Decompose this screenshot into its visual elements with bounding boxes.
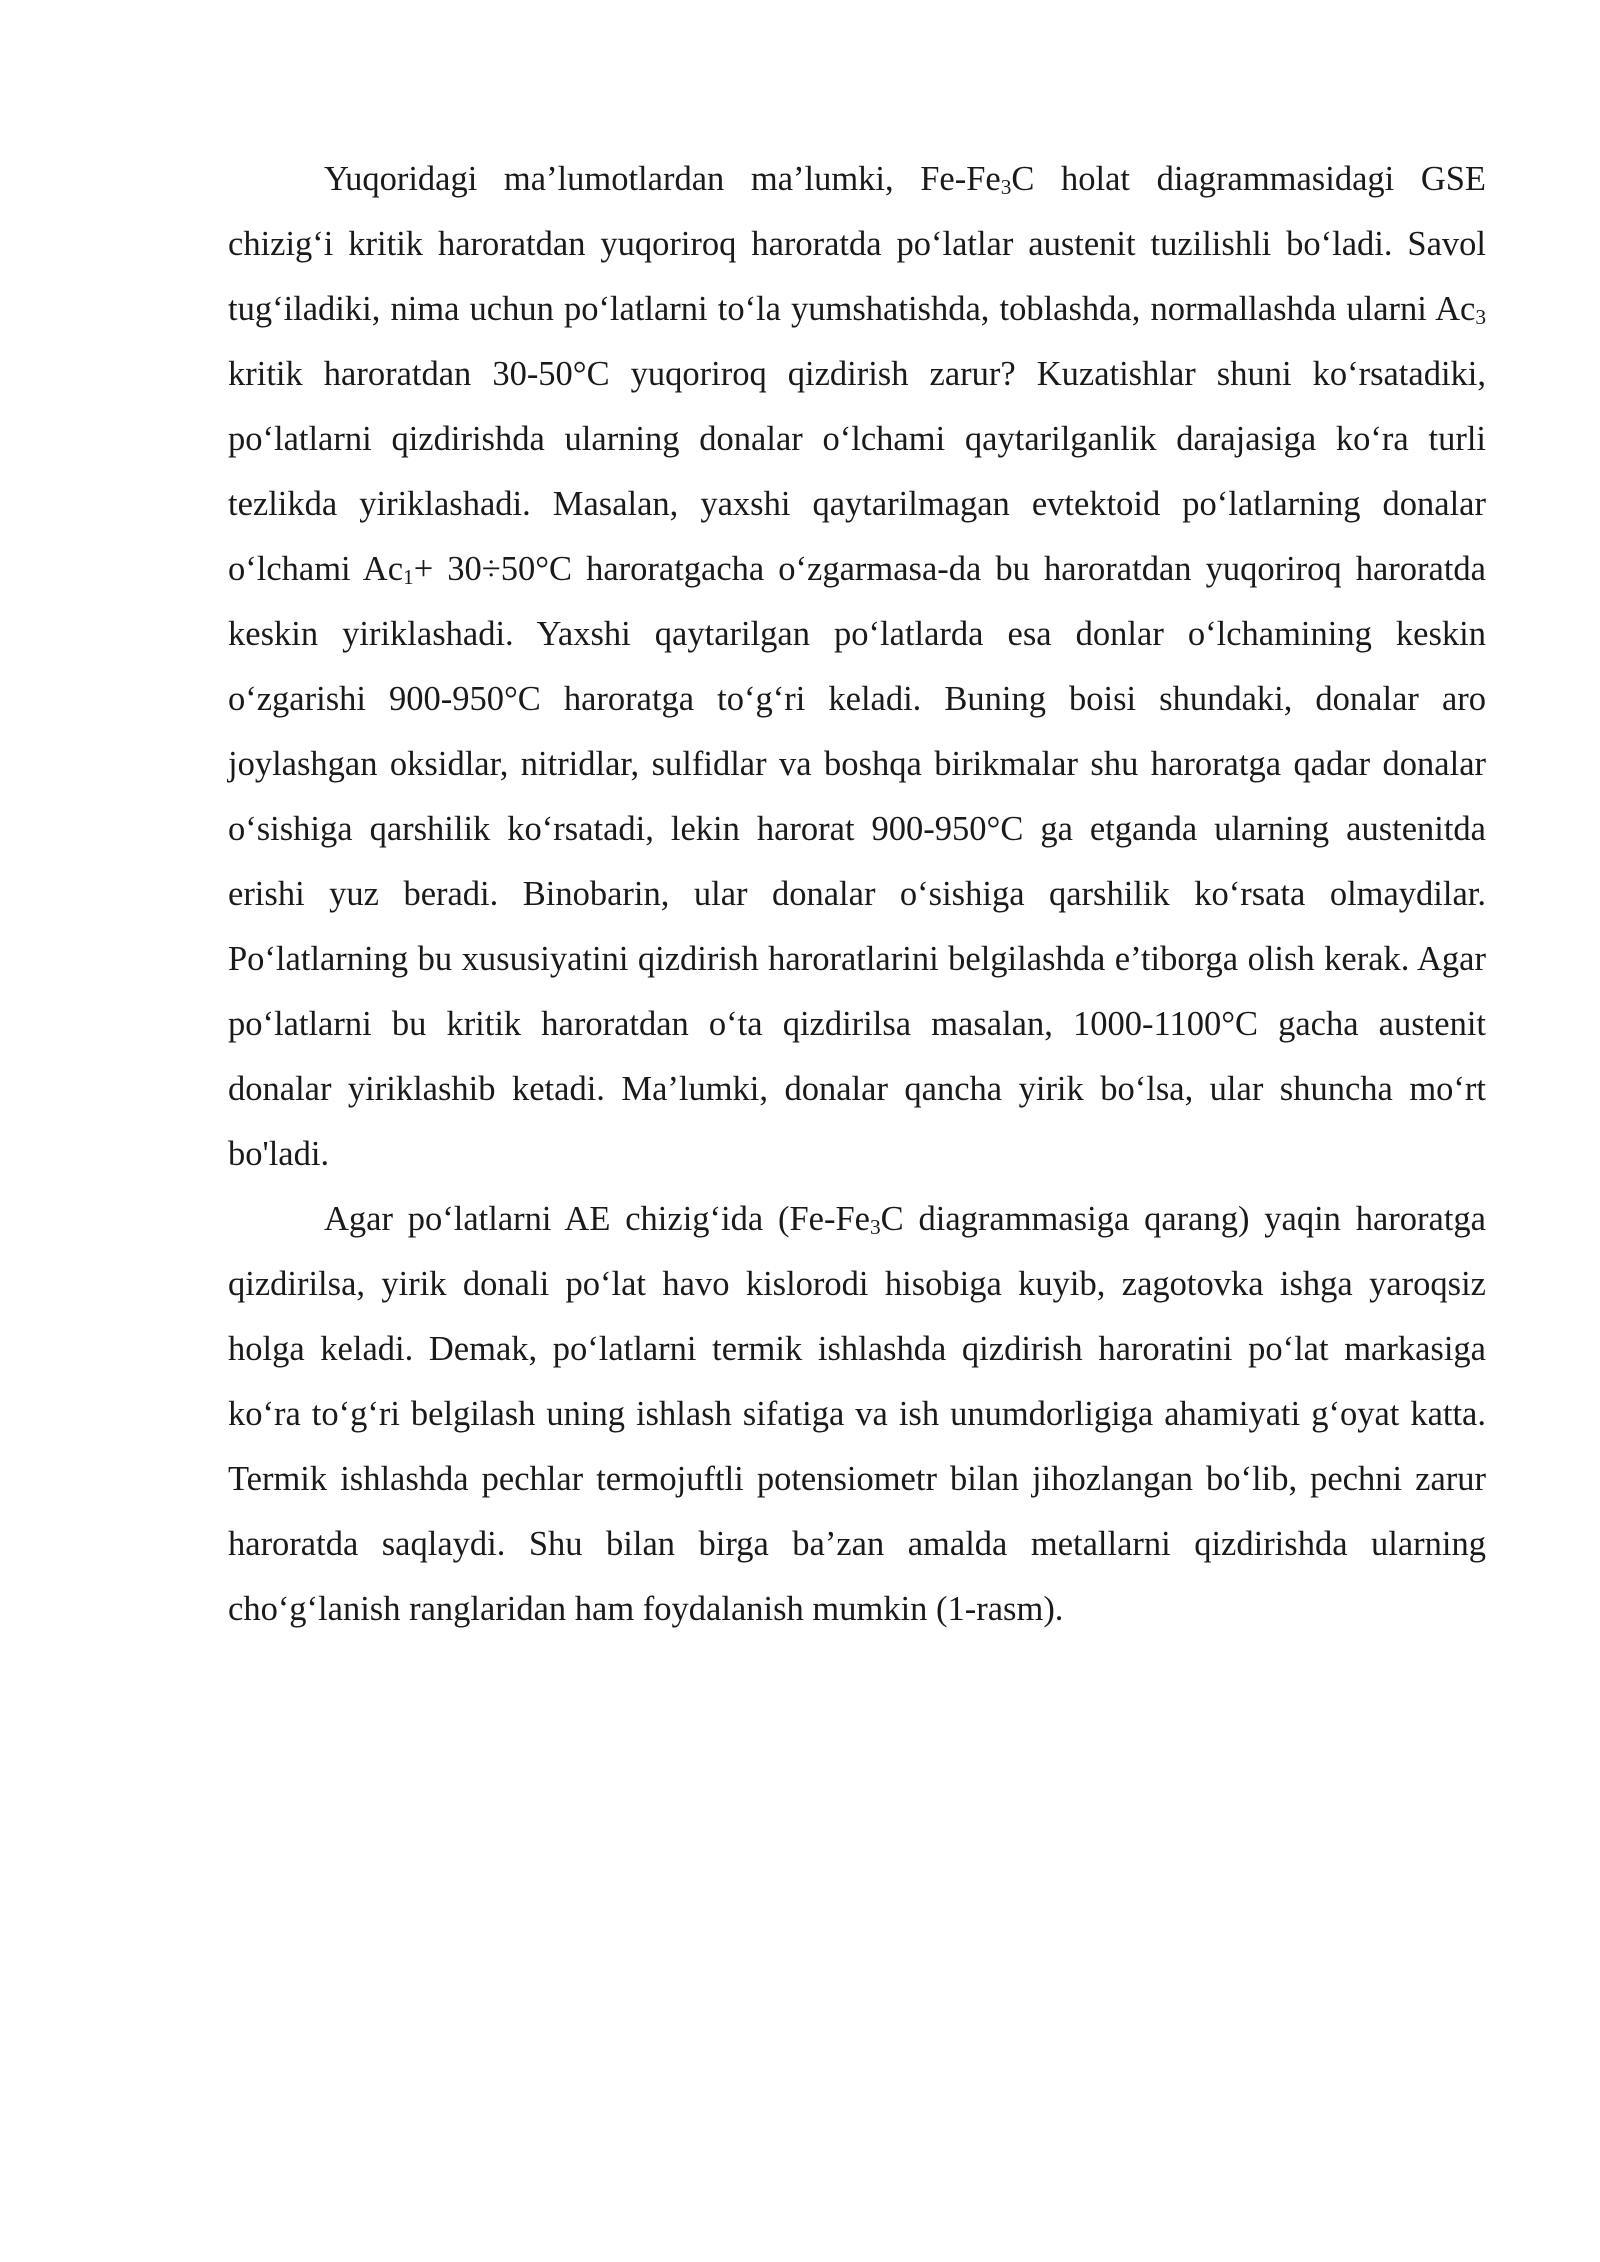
paragraph-1-run: kritik haroratdan 30-50°C yuqoriroq qizdirish zarur? Kuzatishlar shuni ko‘rsatadiki, po‘latlarni qizdirishda ularning donalar o‘lchami qaytarilganlik darajasiga ko‘ra turli tezlikda yiriklashadi. Masalan, yaxshi qaytarilmagan evtektoid po‘latlarning donalar o‘lchami Ac [228, 355, 1486, 588]
paragraph-1-run: + 30÷50°C haroratgacha o‘zgarmasa-da bu haroratdan yuqoriroq haroratda keskin yiriklashadi. Yaxshi qaytarilgan po‘latlarda esa donlar o‘lchamining keskin o‘zgarishi 900-950°C haroratga to‘g‘ri keladi. Buning boisi shundaki, donalar aro joylashgan oksidlar, nitridlar, sulfidlar va boshqa birikmalar shu haroratga qadar donalar o‘sishiga qarshilik ko‘rsatadi, lekin harorat 900-950°C ga etganda ularning austenitda erishi yuz beradi. Binobarin, ular donalar o‘sishiga qarshilik ko‘rsata olmaydilar. Po‘latlarning bu xususiyatini qizdirish haroratlarini belgilashda e’tiborga olish kerak. Agar po‘latlarni bu kritik haroratdan o‘ta qizdirilsa masalan, 1000-1100°C gacha austenit donalar yiriklashib ketadi. Ma’lumki, donalar qancha yirik bo‘lsa, ular shuncha mo‘rt bo'ladi. [228, 550, 1486, 1173]
paragraph-2-run: C diagrammasiga qarang) yaqin haroratga qizdirilsa, yirik donali po‘lat havo kislorodi hisobiga kuyib, zagotovka ishga yaroqsiz holga keladi. Demak, po‘latlarni termik ishlashda qizdirish haroratini po‘lat markasiga ko‘ra to‘g‘ri belgilash uning ishlash sifatiga va ish unumdorligiga ahamiyati g‘oyat katta. Termik ishlashda pechlar termojuftli potensiometr bilan jihozlangan bo‘lib, pechni zarur haroratda saqlaydi. Shu bilan birga ba’zan amalda metallarni qizdirishda ularning cho‘g‘lanish ranglaridan ham foydalanish mumkin (1-rasm). [228, 1200, 1486, 1628]
paragraph-1 [228, 147, 1486, 1187]
paragraph-1-run: Yuqoridagi ma’lumotlardan ma’lumki, Fe-Fe [324, 160, 1001, 198]
subscript-3: 3 [1000, 174, 1012, 199]
body-text [228, 147, 1486, 1642]
subscript-1: 1 [403, 564, 414, 589]
paragraph-2 [228, 1187, 1486, 1642]
paragraph-1-run: C holat diagrammasidagi GSE chizig‘i kritik haroratdan yuqoriroq haroratda po‘latlar austenit tuzilishli bo‘ladi. Savol tug‘iladiki, nima uchun po‘latlarni to‘la yumshatishda, toblashda, normallashda ularni Ac [228, 160, 1486, 328]
subscript-3: 3 [1475, 304, 1486, 329]
paragraph-2-run: Agar po‘latlarni AE chizig‘ida (Fe-Fe [324, 1200, 870, 1238]
subscript-3: 3 [869, 1214, 881, 1239]
